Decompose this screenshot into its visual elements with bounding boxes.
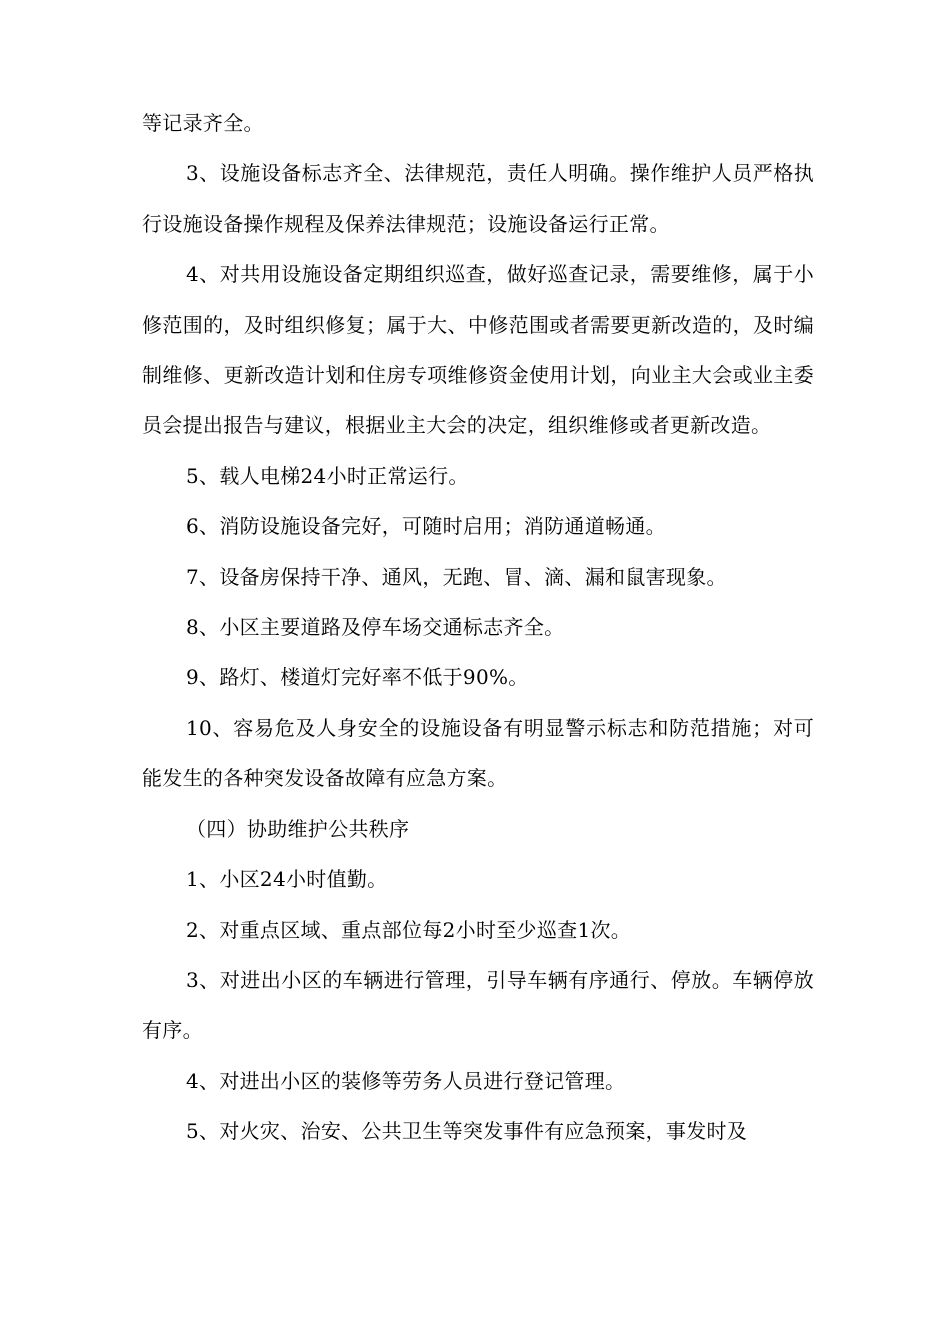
paragraph-order-5-emergency: 5、对火灾、治安、公共卫生等突发事件有应急预案，事发时及	[186, 1119, 748, 1144]
paragraph-item-7-equipment-room: 7、设备房保持干净、通风，无跑、冒、滴、漏和鼠害现象。	[186, 564, 727, 589]
paragraph-item-9-lighting: 9、路灯、楼道灯完好率不低于90%。	[186, 665, 529, 690]
paragraph-item-10-warning-signs: 10、容易危及人身安全的设施设备有明显警示标志和防范措施；对可能发生的各种突发设备故障有应急方案。	[142, 715, 814, 791]
paragraph-order-1-duty: 1、小区24小时值勤。	[186, 867, 388, 892]
paragraph-records-complete: 等记录齐全。	[142, 111, 264, 135]
paragraph-order-3-vehicles: 3、对进出小区的车辆进行管理，引导车辆有序通行、停放。车辆停放有序。	[142, 967, 814, 1043]
paragraph-item-5-elevator: 5、载人电梯24小时正常运行。	[186, 463, 469, 488]
paragraph-item-3-facility-signs: 3、设施设备标志齐全、法律规范，责任人明确。操作维护人员严格执行设施设备操作规程及保养法律规范；设施设备运行正常。	[142, 161, 814, 236]
paragraph-item-6-fire-safety: 6、消防设施设备完好，可随时启用；消防通道畅通。	[186, 514, 666, 539]
paragraph-item-8-traffic-signs: 8、小区主要道路及停车场交通标志齐全。	[186, 615, 565, 640]
section-heading-public-order: （四）协助维护公共秩序	[186, 816, 410, 841]
paragraph-order-2-patrol: 2、对重点区域、重点部位每2小时至少巡查1次。	[186, 917, 632, 942]
document-body	[142, 98, 814, 1157]
paragraph-order-4-workers: 4、对进出小区的装修等劳务人员进行登记管理。	[186, 1068, 626, 1093]
paragraph-item-4-inspection: 4、对共用设施设备定期组织巡查，做好巡查记录，需要维修，属于小修范围的，及时组织修复；属于大、中修范围或者需要更新改造的，及时编制维修、更新改造计划和住房专项维修资金使用计划，向业主大会或业主委员会提出报告与建议，根据业主大会的决定，组织维修或者更新改造。	[142, 262, 814, 438]
